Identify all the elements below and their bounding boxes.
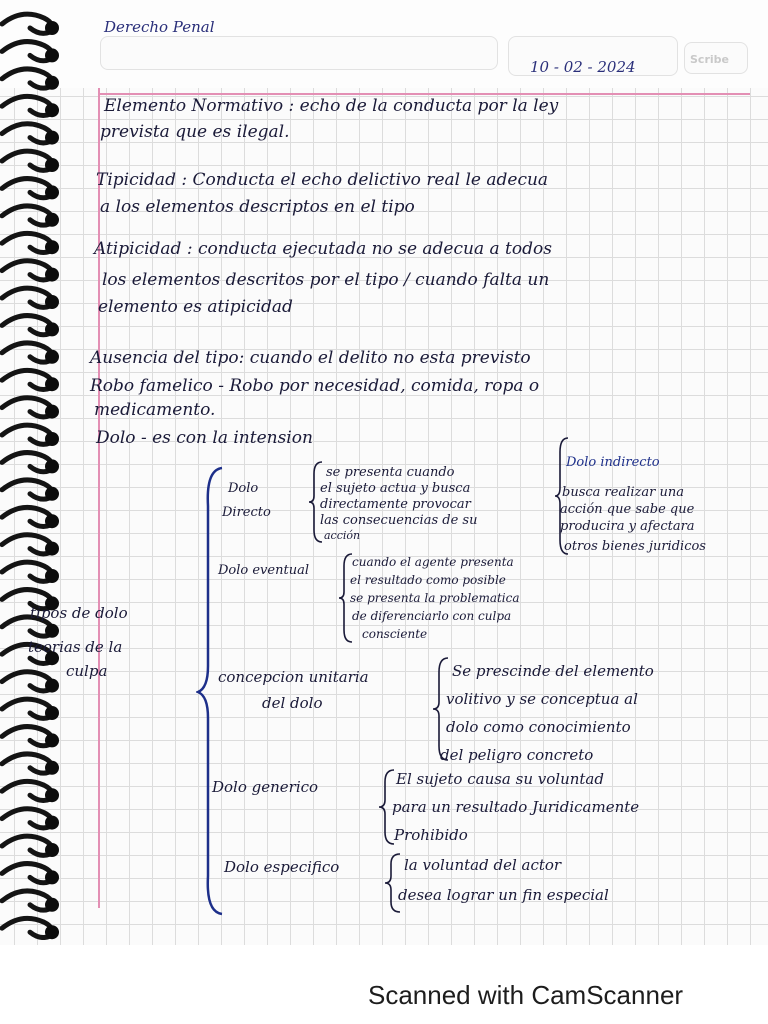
scribe-watermark: Scribe [690, 53, 729, 66]
spiral-ring [2, 316, 52, 335]
binding-hole [45, 514, 59, 528]
spiral-ring [2, 781, 52, 800]
spiral-ring [2, 69, 52, 88]
binding-hole [45, 295, 59, 309]
dolo-directo-desc-1: se presenta cuando [326, 465, 455, 480]
side-label-line-1: tipos de dolo [30, 604, 128, 622]
spiral-ring [2, 261, 52, 280]
dolo-directo-desc-2: el sujeto actua y busca [320, 481, 471, 496]
def-ausencia-line-1: Ausencia del tipo: cuando el delito no esta previsto [90, 348, 531, 368]
binding-hole [45, 48, 59, 62]
page-title: Derecho Penal [104, 18, 215, 36]
spiral-ring [2, 206, 52, 225]
spiral-ring [2, 453, 52, 472]
dolo-directo-name-2: Directo [222, 505, 271, 520]
dolo-eventual-desc-2: el resultado como posible [350, 573, 506, 587]
def-tipicidad-line-1: Tipicidad : Conducta el echo delictivo real le adecua [96, 170, 549, 190]
spiral-ring [2, 151, 52, 170]
dolo-eventual-desc-1: cuando el agente presenta [352, 555, 514, 569]
spiral-ring [2, 343, 52, 362]
def-ausencia-line-2: Robo famelico - Robo por necesidad, comida, ropa o [90, 376, 540, 396]
spiral-ring [2, 14, 52, 33]
spiral-ring [2, 398, 52, 417]
binding-hole [45, 487, 59, 501]
binding-hole [45, 213, 59, 227]
spiral-ring [2, 864, 52, 883]
spiral-ring [2, 699, 52, 718]
binding-hole [45, 350, 59, 364]
dolo-directo-desc-3: directamente provocar [320, 497, 471, 512]
def-elemento-normativo-line-2: prevista que es ilegal. [100, 122, 290, 142]
date-text: 10 - 02 - 2024 [530, 58, 636, 76]
spiral-ring [2, 124, 52, 143]
side-label-line-3: culpa [66, 662, 108, 680]
main-brace [196, 466, 226, 916]
dolo-directo-desc-4: las consecuencias de su [320, 513, 478, 528]
spiral-ring [2, 507, 52, 526]
binding-hole [45, 459, 59, 473]
dolo-eventual-desc-3: se presenta la problematica [350, 591, 520, 605]
binding-hole [45, 131, 59, 145]
binding-hole [45, 405, 59, 419]
concepcion-unitaria-desc-4: del peligro concreto [440, 746, 594, 764]
def-atipicidad-line-1: Atipicidad : conducta ejecutada no se adecua a todos [94, 239, 552, 259]
dolo-indirecto-desc-2: acción que sabe que [560, 502, 695, 517]
dolo-directo-desc-5: acción [324, 529, 361, 542]
binding-hole [45, 925, 59, 939]
dolo-generico-name: Dolo generico [212, 778, 319, 796]
concepcion-unitaria-desc-3: dolo como conocimiento [446, 718, 631, 736]
def-atipicidad-line-3: elemento es atipicidad [98, 297, 293, 317]
concepcion-unitaria-name-2: del dolo [262, 694, 323, 712]
dolo-generico-desc-3: Prohibido [394, 826, 468, 844]
spiral-ring [2, 535, 52, 554]
binding-hole [45, 377, 59, 391]
dolo-eventual-desc-5: consciente [362, 627, 428, 641]
spiral-ring [2, 672, 52, 691]
dolo-indirecto-desc-4: otros bienes juridicos [564, 539, 706, 554]
concepcion-unitaria-desc-2: volitivo y se conceptua al [446, 690, 638, 708]
binding-hole [45, 76, 59, 90]
dolo-especifico-desc-2: desea lograr un fin especial [398, 886, 609, 904]
binding-hole [45, 679, 59, 693]
dolo-directo-name-1: Dolo [228, 481, 259, 496]
title-field [100, 36, 498, 70]
binding-hole [45, 870, 59, 884]
spiral-ring [2, 918, 52, 937]
dolo-especifico-desc-1: la voluntad del actor [404, 856, 562, 874]
top-margin-line [100, 93, 750, 95]
def-tipicidad-line-2: a los elementos descriptos en el tipo [100, 197, 415, 217]
binding-hole [45, 898, 59, 912]
dolo-eventual-name: Dolo eventual [218, 563, 309, 578]
binding-hole [45, 816, 59, 830]
spiral-ring [2, 96, 52, 115]
dolo-indirecto-desc-1: busca realizar una [562, 485, 684, 500]
dolo-intro: Dolo - es con la intension [96, 428, 313, 448]
binding-hole [45, 268, 59, 282]
def-elemento-normativo-line-1: Elemento Normativo : echo de la conducta por la ley [104, 96, 559, 116]
concepcion-unitaria-desc-1: Se prescinde del elemento [452, 662, 654, 680]
spiral-ring [2, 179, 52, 198]
binding-hole [45, 542, 59, 556]
spiral-ring [2, 233, 52, 252]
binding-hole [45, 322, 59, 336]
footer-scanner-text: Scanned with CamScanner [368, 980, 684, 1010]
spiral-ring [2, 727, 52, 746]
dolo-indirecto-desc-3: producira y afectara [560, 519, 695, 534]
dolo-eventual-desc-4: de diferenciarlo con culpa [352, 609, 512, 623]
dolo-indirecto-name: Dolo indirecto [566, 455, 660, 470]
spiral-binding [0, 0, 60, 940]
side-label-line-2: teorias de la [28, 638, 123, 656]
spiral-ring [2, 42, 52, 61]
binding-hole [45, 240, 59, 254]
spiral-ring [2, 480, 52, 499]
binding-hole [45, 158, 59, 172]
dolo-generico-desc-1: El sujeto causa su voluntad [396, 770, 604, 788]
binding-hole [45, 733, 59, 747]
spiral-ring [2, 370, 52, 389]
def-atipicidad-line-2: los elementos descritos por el tipo / cuando falta un [102, 270, 550, 290]
dolo-generico-desc-2: para un resultado Juridicamente [392, 798, 640, 816]
def-ausencia-line-3: medicamento. [94, 400, 216, 420]
spiral-ring [2, 425, 52, 444]
binding-hole [45, 706, 59, 720]
binding-hole [45, 21, 59, 35]
spiral-ring [2, 836, 52, 855]
binding-hole [45, 788, 59, 802]
binding-hole [45, 843, 59, 857]
spiral-ring [2, 754, 52, 773]
spiral-ring [2, 562, 52, 581]
binding-hole [45, 432, 59, 446]
binding-hole [45, 185, 59, 199]
binding-hole [45, 624, 59, 638]
binding-hole [45, 103, 59, 117]
spiral-ring [2, 809, 52, 828]
spiral-ring [2, 288, 52, 307]
concepcion-unitaria-name-1: concepcion unitaria [218, 668, 369, 686]
spiral-ring [2, 891, 52, 910]
binding-hole [45, 761, 59, 775]
dolo-especifico-name: Dolo especifico [224, 858, 340, 876]
binding-hole [45, 569, 59, 583]
brace-dolo-especifico [384, 852, 402, 914]
